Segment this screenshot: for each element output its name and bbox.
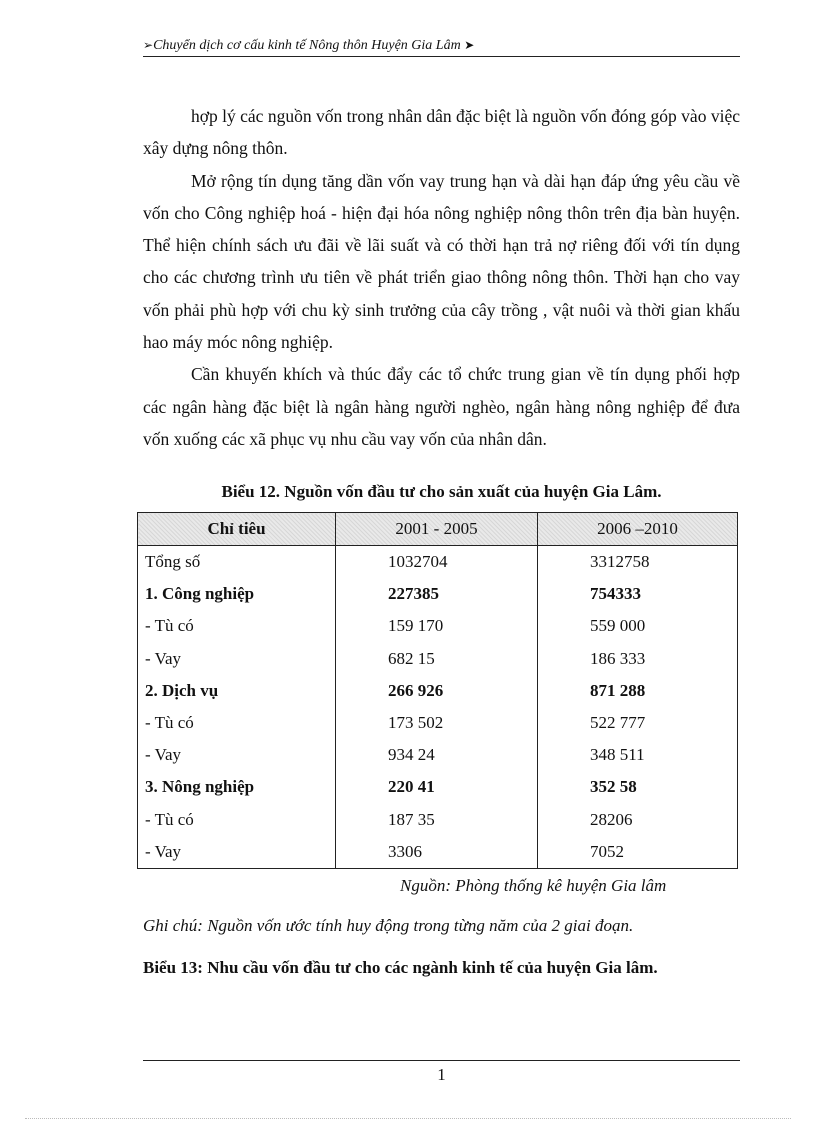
arrow-right-icon: ➢ <box>143 38 154 52</box>
cell-2001-2005: 220 41 <box>336 771 538 803</box>
col-header-2006-2010: 2006 –2010 <box>538 513 738 546</box>
row-label: - Vay <box>138 836 336 869</box>
table-row <box>138 707 738 739</box>
cell-2006-2010: 522 777 <box>538 707 738 739</box>
row-label: - Tù có <box>138 707 336 739</box>
cell-2001-2005: 173 502 <box>336 707 538 739</box>
table-row <box>138 771 738 803</box>
running-header <box>143 36 740 57</box>
cell-2001-2005: 266 926 <box>336 675 538 707</box>
cell-2006-2010: 348 511 <box>538 739 738 771</box>
table-row <box>138 675 738 707</box>
table-row <box>138 739 738 771</box>
cell-2006-2010: 871 288 <box>538 675 738 707</box>
body-text <box>143 100 740 455</box>
row-label: Tổng số <box>138 546 336 579</box>
table-row <box>138 836 738 869</box>
cell-2001-2005: 227385 <box>336 578 538 610</box>
table-row <box>138 610 738 642</box>
table-row <box>138 804 738 836</box>
page-number: 1 <box>437 1065 446 1084</box>
table-note: Ghi chú: Nguồn vốn ước tính huy động trong từng năm của 2 giai đoạn. <box>143 916 634 935</box>
cell-2001-2005: 682 15 <box>336 643 538 675</box>
footer-divider <box>143 1060 740 1061</box>
cell-2001-2005: 159 170 <box>336 610 538 642</box>
header-title: Chuyển dịch cơ cấu kinh tế Nông thôn Huyện Gia Lâm <box>153 38 461 53</box>
row-label: 1. Công nghiệp <box>138 578 336 610</box>
col-header-indicator: Chỉ tiêu <box>138 513 336 546</box>
row-label: - Tù có <box>138 610 336 642</box>
row-label: - Vay <box>138 739 336 771</box>
cell-2006-2010: 186 333 <box>538 643 738 675</box>
cell-2001-2005: 187 35 <box>336 804 538 836</box>
paragraph-3: Cần khuyến khích và thúc đẩy các tổ chức trung gian về tín dụng phối hợp các ngân hàng đặc biệt là ngân hàng người nghèo, ngân hàng nông nghiệp để đưa vốn xuống các xã phục vụ nhu cầu vay vốn của nhân dân. <box>143 364 740 449</box>
page-edge-divider <box>25 1118 791 1119</box>
col-header-2001-2005: 2001 - 2005 <box>336 513 538 546</box>
table-source: Nguồn: Phòng thống kê huyện Gia lâm <box>400 876 667 895</box>
cell-2001-2005: 934 24 <box>336 739 538 771</box>
cell-2001-2005: 3306 <box>336 836 538 869</box>
cell-2006-2010: 7052 <box>538 836 738 869</box>
cell-2006-2010: 754333 <box>538 578 738 610</box>
table-header-row <box>138 513 738 546</box>
table13-caption: Biểu 13: Nhu cầu vốn đầu tư cho các ngành kinh tế của huyện Gia lâm. <box>143 958 658 977</box>
row-label: 3. Nông nghiệp <box>138 771 336 803</box>
cell-2006-2010: 352 58 <box>538 771 738 803</box>
paragraph-1: hợp lý các nguồn vốn trong nhân dân đặc biệt là nguồn vốn đóng góp vào việc xây dựng nông thôn. <box>143 106 740 159</box>
table-row <box>138 578 738 610</box>
cell-2006-2010: 3312758 <box>538 546 738 579</box>
paragraph-2: Mở rộng tín dụng tăng dần vốn vay trung hạn và dài hạn đáp ứng yêu cầu về vốn cho Công nghiệp hoá - hiện đại hóa nông nghiệp nông thôn trên địa bàn huyện. Thể hiện chính sách ưu đãi về lãi suất và có thời hạn trả nợ riêng đối với tín dụng cho các chương trình ưu tiên về phát triển giao thông nông thôn. Thời hạn cho vay vốn phải phù hợp với chu kỳ sinh trưởng của cây trồng , vật nuôi và thời gian khấu hao máy móc nông nghiệp. <box>143 170 740 353</box>
cell-2006-2010: 559 000 <box>538 610 738 642</box>
cell-2001-2005: 1032704 <box>336 546 538 579</box>
investment-table <box>137 512 738 869</box>
arrow-left-icon: ➤ <box>464 38 475 52</box>
table-row <box>138 546 738 579</box>
row-label: 2. Dịch vụ <box>138 675 336 707</box>
table-row <box>138 643 738 675</box>
row-label: - Tù có <box>138 804 336 836</box>
cell-2006-2010: 28206 <box>538 804 738 836</box>
table12-caption: Biểu 12. Nguồn vốn đầu tư cho sản xuất của huyện Gia Lâm. <box>221 482 662 501</box>
row-label: - Vay <box>138 643 336 675</box>
